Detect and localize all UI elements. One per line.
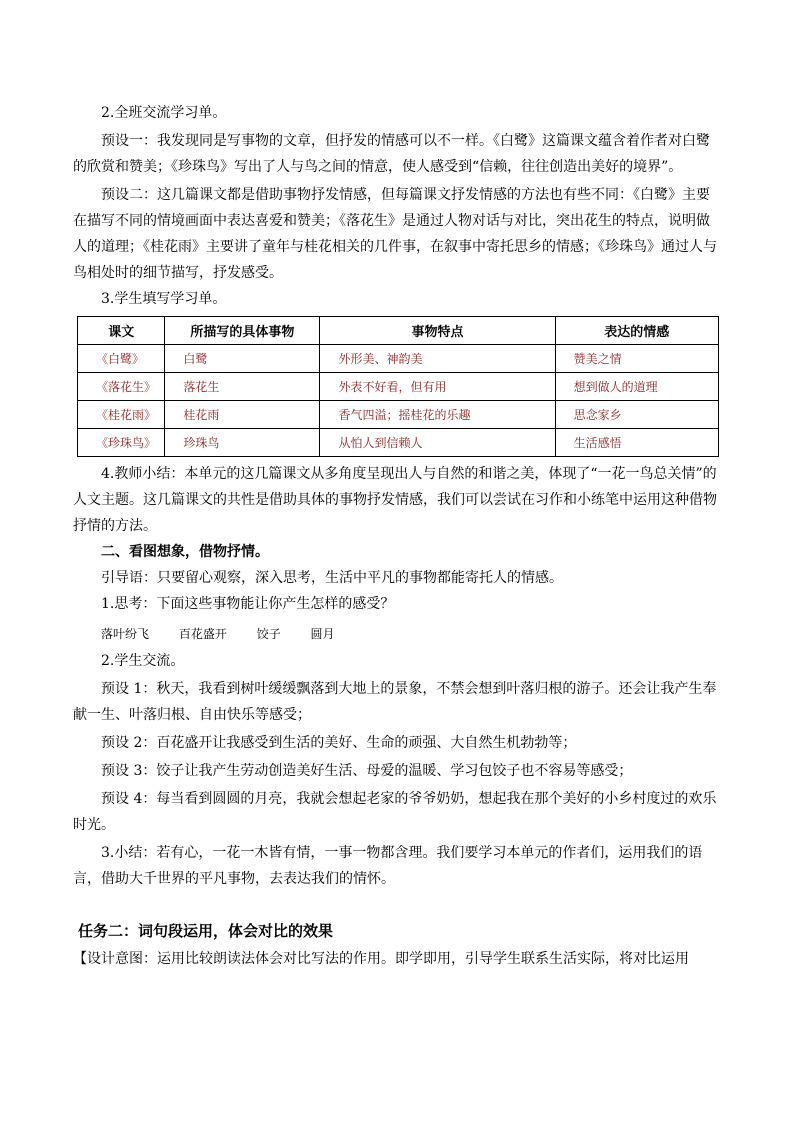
- paragraph-preset-one: 预设一：我发现同是写事物的文章，但抒发的情感可以不一样。《白鹭》这篇课文蕴含着作者对白鹭的欣赏和赞美；《珍珠鸟》写出了人与鸟之间的情意，使人感受到“信赖，往往创造出美好的境界”。: [73, 133, 710, 175]
- paragraph-guide: 引导语：只要留心观察，深入思考，生活中平凡的事物都能寄托人的情感。: [101, 570, 563, 586]
- cell-emotion: 想到做人的道理: [555, 373, 718, 401]
- cell-feature: 外表不好看，但有用: [320, 373, 555, 401]
- table-row: [78, 401, 719, 429]
- cell-feature: 香气四溢；摇桂花的乐趣: [320, 401, 555, 429]
- paragraph-student-exchange: 2.学生交流。: [101, 653, 185, 669]
- thing-item: 百花盛开: [178, 627, 227, 641]
- paragraph-preset-4: 预设 4：每当看到圆圆的月亮，我就会想起老家的爷爷奶奶，想起我在那个美好的小乡村度过的欢乐时光。: [73, 791, 717, 833]
- cell-emotion: 赞美之情: [555, 345, 718, 373]
- header-emotion: 表达的情感: [555, 317, 718, 345]
- task-two-title: 任务二：词句段运用，体会对比的效果: [78, 922, 334, 940]
- cell-text: 《白鹭》: [78, 345, 165, 373]
- cell-object: 珍珠鸟: [165, 429, 320, 457]
- cell-feature: 外形美、神韵美: [320, 345, 555, 373]
- header-feature: 事物特点: [320, 317, 555, 345]
- cell-text: 《落花生》: [78, 373, 165, 401]
- header-text: 课文: [78, 317, 165, 345]
- thing-item: 饺子: [256, 627, 281, 641]
- cell-object: 白鹭: [165, 345, 320, 373]
- thing-item: 落叶纷飞: [101, 627, 150, 641]
- paragraph-preset-1: 预设 1：秋天，我看到树叶缓缓飘落到大地上的景象，不禁会想到叶落归根的游子。还会让我产生奉献一生、叶落归根、自由快乐等感受；: [73, 681, 717, 723]
- paragraph-design-intent: 【设计意图：运用比较朗读法体会对比写法的作用。即学即用，引导学生联系生活实际，将对比运用: [73, 951, 689, 967]
- paragraph-teacher-summary: 4.教师小结：本单元的这几篇课文从多角度呈现出人与自然的和谐之美，体现了“一花一鸟总关情”的人文主题。这几篇课文的共性是借助具体的事物抒发情感，我们可以尝试在习作和小练笔中运用这种借物抒情的方法。: [73, 466, 717, 534]
- paragraph-exchange: 2.全班交流学习单。: [101, 105, 227, 121]
- section-heading-two: 二、看图想象，借物抒情。: [101, 544, 269, 560]
- table-row: [78, 345, 719, 373]
- paragraph-preset-two: 预设二：这几篇课文都是借助事物抒发情感，但每篇课文抒发情感的方法也有些不同：《白鹭》主要在描写不同的情境画面中表达喜爱和赞美；《落花生》是通过人物对话与对比，突出花生的特点，说明做人的道理；《桂花雨》主要讲了童年与桂花相关的几件事，在叙事中寄托思乡的情感；《珍珠鸟》通过人与鸟相处时的细节描写，抒发感受。: [73, 187, 717, 281]
- table-row: [78, 429, 719, 457]
- paragraph-think: 1.思考：下面这些事物能让你产生怎样的感受？: [101, 596, 395, 612]
- paragraph-preset-3: 预设 3：饺子让我产生劳动创造美好生活、母爱的温暖、学习包饺子也不容易等感受；: [101, 763, 633, 779]
- cell-object: 落花生: [165, 373, 320, 401]
- table-header-row: [78, 317, 719, 345]
- paragraph-fill-sheet: 3.学生填写学习单。: [101, 291, 227, 307]
- cell-text: 《桂花雨》: [78, 401, 165, 429]
- cell-text: 《珍珠鸟》: [78, 429, 165, 457]
- header-object: 所描写的具体事物: [165, 317, 320, 345]
- cell-emotion: 思念家乡: [555, 401, 718, 429]
- document-content: [73, 100, 723, 972]
- paragraph-summary: 3.小结：若有心，一花一木皆有情，一事一物都含理。我们要学习本单元的作者们，运用我们的语言，借助大千世界的平凡事物，去表达我们的情怀。: [73, 845, 703, 887]
- cell-feature: 从怕人到信赖人: [320, 429, 555, 457]
- cell-emotion: 生活感悟: [555, 429, 718, 457]
- cell-object: 桂花雨: [165, 401, 320, 429]
- table-row: [78, 373, 719, 401]
- paragraph-preset-2: 预设 2：百花盛开让我感受到生活的美好、生命的顽强、大自然生机勃勃等；: [101, 735, 577, 751]
- things-list: [73, 625, 723, 642]
- thing-item: 圆月: [310, 627, 335, 641]
- learning-sheet-table: [77, 316, 719, 457]
